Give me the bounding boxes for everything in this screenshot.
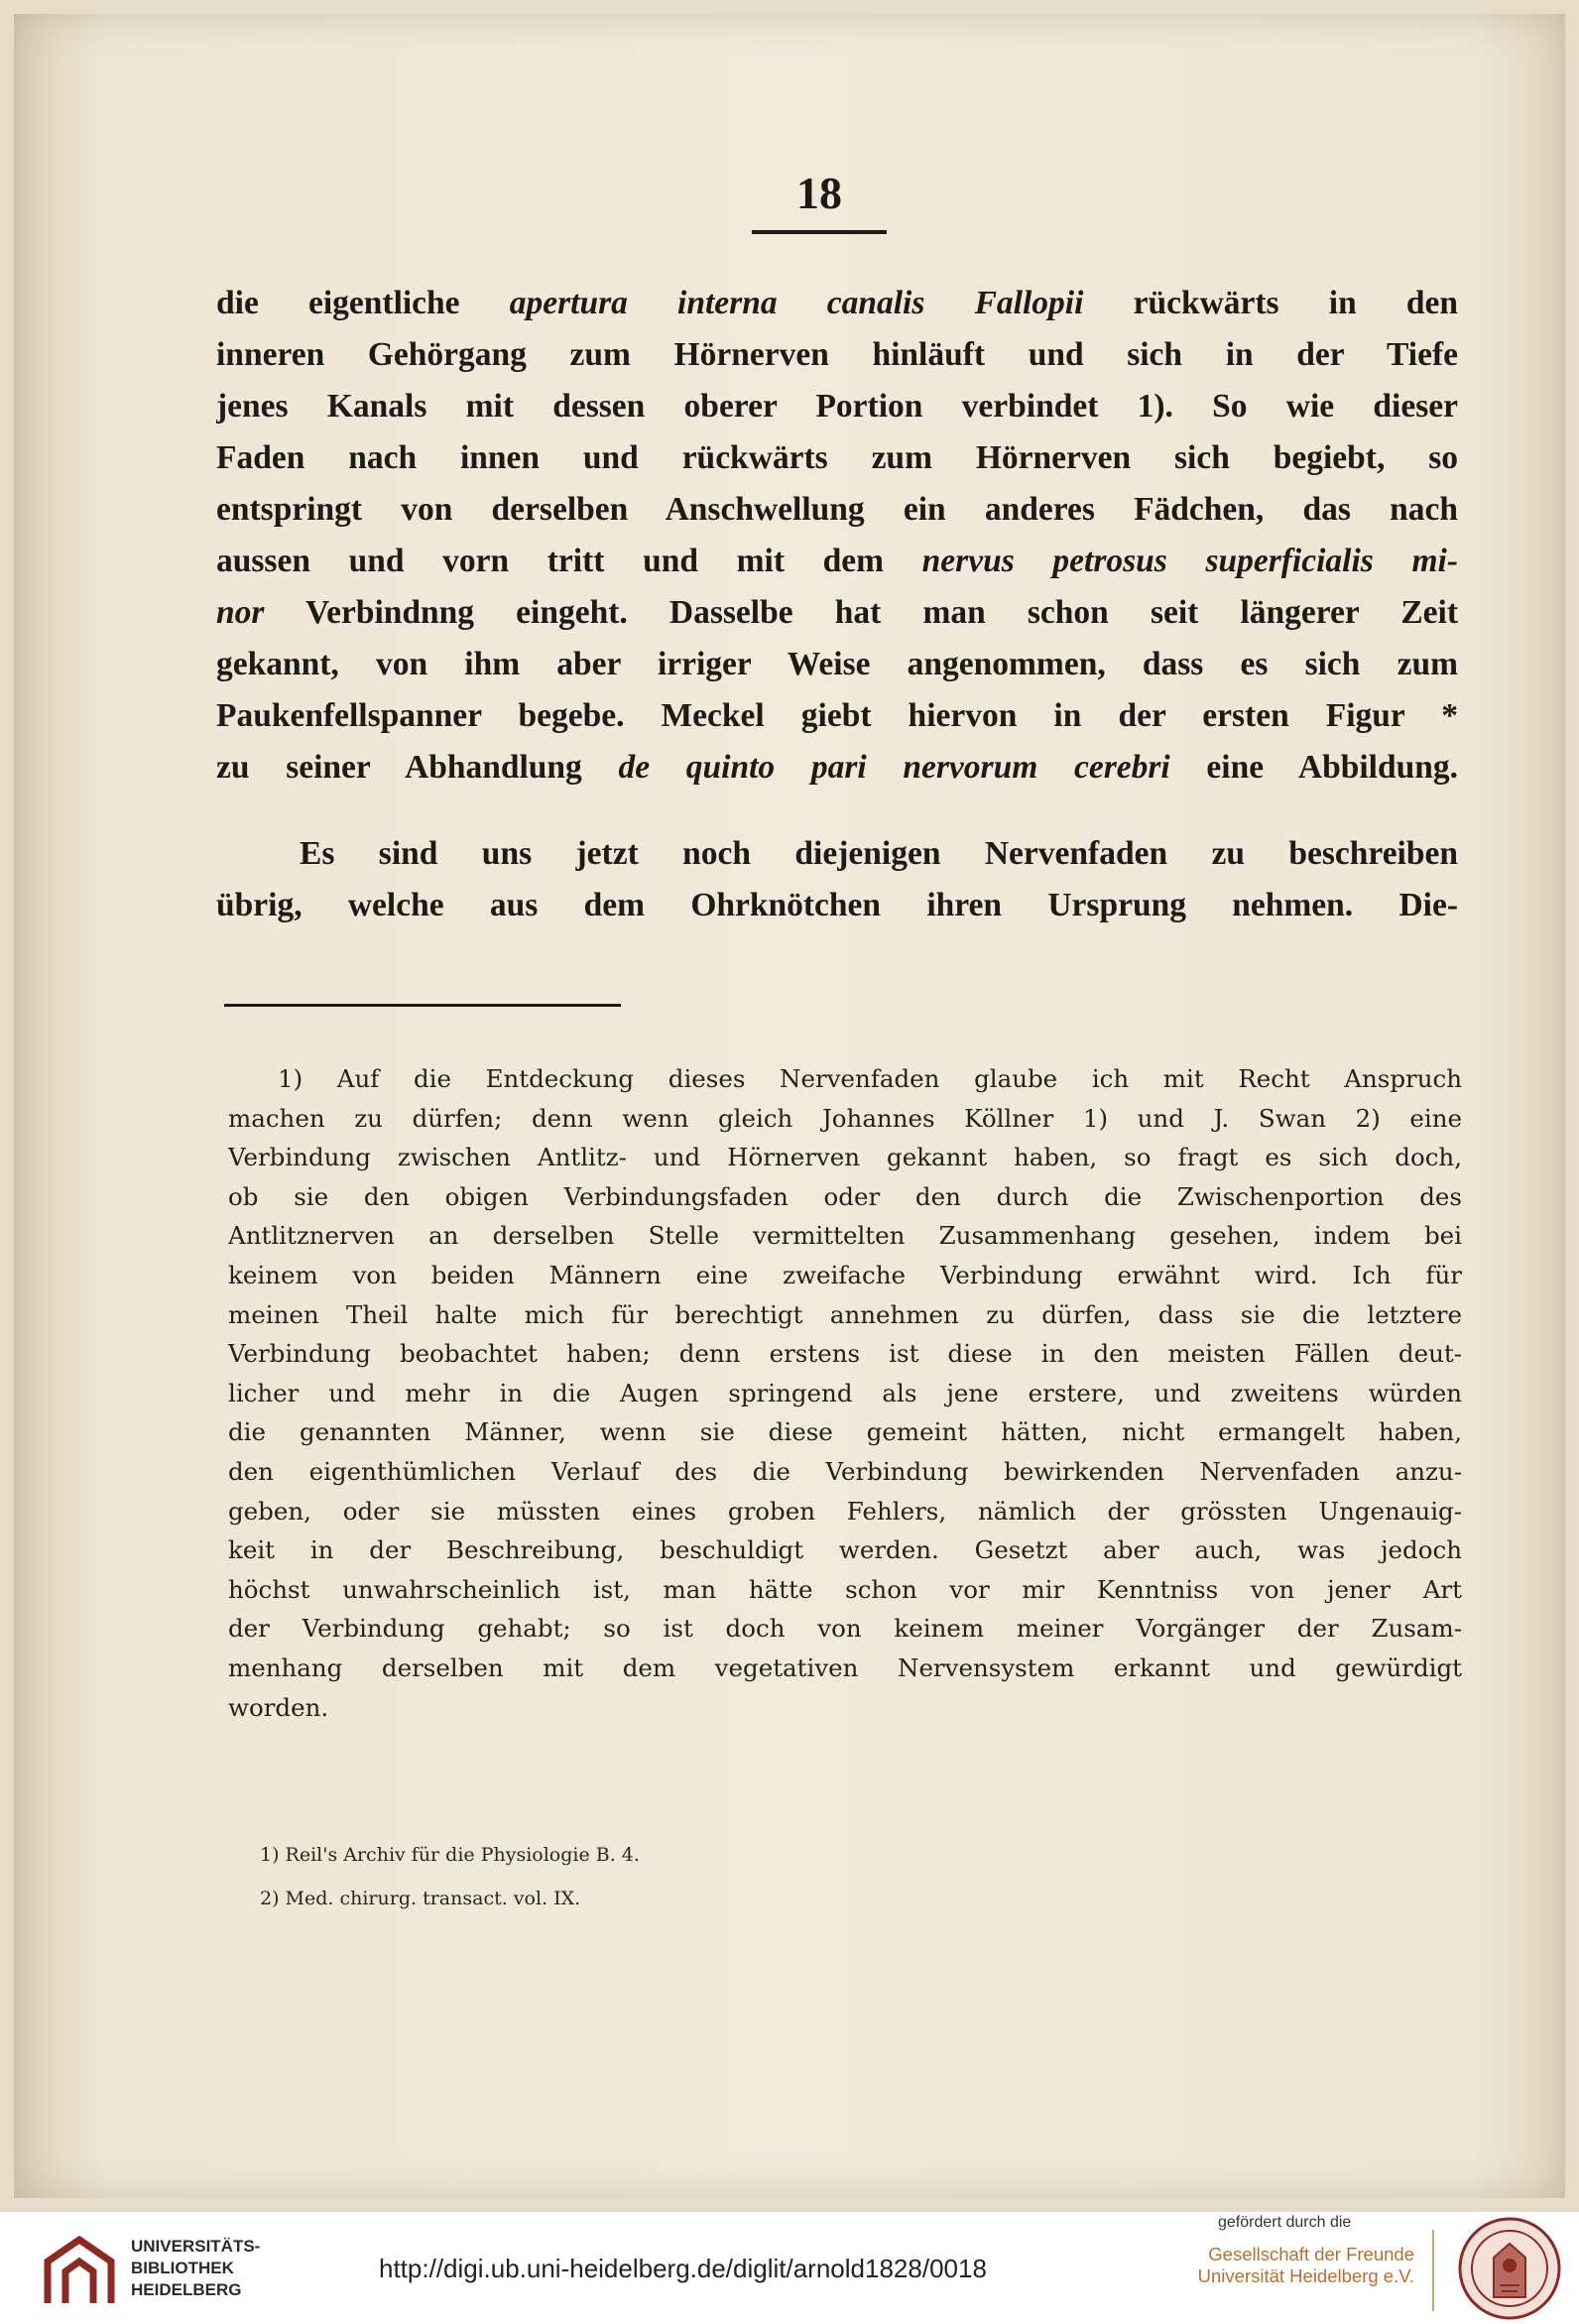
- footnote-line: Verbindung beobachtet haben; denn erstens ist diese in den meisten Fällen deut-: [228, 1339, 1462, 1369]
- footnote-line: keit in der Beschreibung, beschuldigt werden. Gesetzt aber auch, was jedoch: [228, 1535, 1462, 1565]
- footnote-line: den eigenthümlichen Verlauf des die Verbindung bewirkenden Nervenfaden anzu-: [228, 1456, 1462, 1486]
- text-line: jenes Kanals mit dessen oberer Portion verbindet 1). So wie dieser: [216, 388, 1458, 425]
- text-line: Es sind uns jetzt noch diejenigen Nervenfaden zu beschreiben: [300, 835, 1458, 872]
- text-line: die eigentliche apertura interna canalis Fallopii rückwärts in den: [216, 285, 1458, 321]
- main-text: [216, 278, 1458, 931]
- university-seal-icon: [1454, 2216, 1565, 2321]
- footnote-line: meinen Theil halte mich für berechtigt annehmen zu dürfen, dass sie die letztere: [228, 1299, 1462, 1329]
- paragraph-2: [216, 828, 1458, 931]
- page-number-underline: [752, 230, 887, 234]
- text-line: inneren Gehörgang zum Hörnerven hinläuft und sich in der Tiefe: [216, 336, 1458, 373]
- footnote-line: ob sie den obigen Verbindungsfaden oder den durch die Zwischenportion des: [228, 1181, 1462, 1211]
- footnote-line: worden.: [228, 1692, 329, 1722]
- reference-2: 2) Med. chirurg. transact. vol. IX.: [260, 1888, 581, 1909]
- footnote-line: höchst unwahrscheinlich ist, man hätte schon vor mir Kenntniss von jener Art: [228, 1574, 1462, 1604]
- footnote-line: machen zu dürfen; denn wenn gleich Johannes Köllner 1) und J. Swan 2) eine: [228, 1103, 1462, 1133]
- sponsor-divider: [1432, 2230, 1434, 2311]
- text-line: Paukenfellspanner begebe. Meckel giebt hiervon in der ersten Figur *: [216, 697, 1458, 734]
- permalink-url[interactable]: http://digi.ub.uni-heidelberg.de/diglit/arnold1828/0018: [379, 2254, 987, 2283]
- text-line: Faden nach innen und rückwärts zum Hörnerven sich begiebt, so: [216, 439, 1458, 476]
- footnote-line: die genannten Männer, wenn sie diese gemeint hätten, nicht ermangelt haben,: [228, 1417, 1462, 1447]
- footnote-divider: [224, 1004, 621, 1007]
- text-line: entspringt von derselben Anschwellung ein anderes Fädchen, das nach: [216, 491, 1458, 528]
- footnote-line: licher und mehr in die Augen springend als jene erstere, und zweitens würden: [228, 1378, 1462, 1407]
- reference-1: 1) Reil's Archiv für die Physiologie B. 4.: [260, 1844, 640, 1866]
- library-name: UNIVERSITÄTS- BIBLIOTHEK HEIDELBERG: [131, 2237, 261, 2299]
- sponsor-name: Gesellschaft der Freunde Universität Heidelberg e.V.: [1197, 2244, 1414, 2286]
- footnote-line: Verbindung zwischen Antlitz- und Hörnerven gekannt haben, so fragt es sich doch,: [228, 1143, 1462, 1172]
- footnote-line: keinem von beiden Männern eine zweifache Verbindung erwähnt wird. Ich für: [228, 1260, 1462, 1289]
- text-line: zu seiner Abhandlung de quinto pari nervorum cerebri eine Abbildung.: [216, 749, 1458, 786]
- paragraph-1: [216, 278, 1458, 794]
- footnote-line: Antlitznerven an derselben Stelle vermittelten Zusammenhang gesehen, indem bei: [228, 1221, 1462, 1251]
- page-number: 18: [796, 168, 842, 218]
- text-line: nor Verbindnng eingeht. Dasselbe hat man schon seit längerer Zeit: [216, 594, 1458, 631]
- university-library-logo-icon: [40, 2232, 119, 2311]
- text-line: aussen und vorn tritt und mit dem nervus petrosus superficialis mi-: [216, 543, 1458, 579]
- footnote-line: menhang derselben mit dem vegetativen Nervensystem erkannt und gewürdigt: [228, 1652, 1462, 1682]
- footnote-line: geben, oder sie müssten eines groben Fehlers, nämlich der grössten Ungenauig-: [228, 1496, 1462, 1526]
- text-line: gekannt, von ihm aber irriger Weise angenommen, dass es sich zum: [216, 646, 1458, 682]
- footnote-references: [260, 1833, 954, 1920]
- footnote: [228, 1059, 1462, 1727]
- sponsor-intro: gefördert durch die: [1218, 2214, 1352, 2231]
- footnote-line: der Verbindung gehabt; so ist doch von keinem meiner Vorgänger der Zusam-: [228, 1614, 1462, 1644]
- footnote-line: 1) Auf die Entdeckung dieses Nervenfaden glaube ich mit Recht Anspruch: [278, 1064, 1462, 1093]
- text-line: übrig, welche aus dem Ohrknötchen ihren Ursprung nehmen. Die-: [216, 887, 1458, 923]
